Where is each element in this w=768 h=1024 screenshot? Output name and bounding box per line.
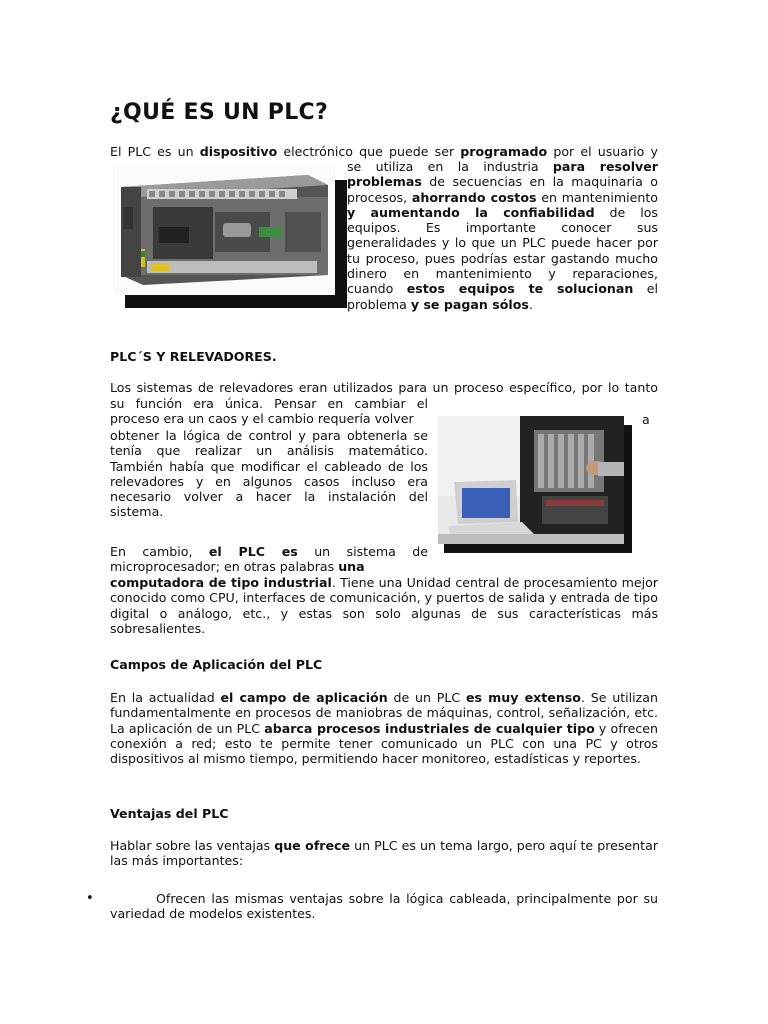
text: y ofrecen conexión a red; esto te permite tener comunicado un PLC con una PC y otros dispositivos al mismo tiempo, permitiendo hacer monitoreo, estadísticas y reportes. [110,720,658,767]
section1-p2-full [110,575,658,636]
bullet-item: Ofrecen las mismas ventajas sobre la lógica cableada, principalmente por su variedad de modelos existentes. [110,891,658,922]
section3-paragraph [110,838,658,869]
text-bold: dispositivo [199,144,278,159]
intro-line1 [110,144,658,159]
bullet-icon: • [86,891,94,906]
section1-wrap-rest: obtener la lógica de control y para obtenerla se tenía que realizar un análisis matemático. También había que modificar el cableado de los relevadores y en algunos casos incluso era necesario volver a hacer la instalación del sistema. [110,428,428,520]
text: el problema [347,281,658,312]
text-bold: estos equipos te solucionan [406,281,634,297]
text-bold: y se pagan sólos [410,296,529,312]
text: de secuencias en la maquinaria o procesos, [347,174,658,205]
plc-device-photo [113,167,335,295]
plc-lab-icon [438,416,624,544]
plc-lab-photo [438,416,624,544]
text: En cambio, [110,544,209,559]
text-bold: para resolver problemas [347,159,658,190]
section1-p2-wrap [110,544,428,575]
text: por el usuario y [547,144,658,159]
section2-paragraph [110,690,658,766]
text-bold: es muy extenso [465,690,581,705]
text: . Tiene una Unidad central de procesamiento mejor conocido como CPU, interfaces de comunicación, y puertos de salida y entrada de tipo digital o análogo, etc., y estas son solo algunas de sus características más sobresalientes. [110,575,659,636]
text: En la actualidad [110,690,221,705]
text-bold: ahorrando costos [411,189,537,205]
section1-a: a [642,412,650,427]
intro-paragraph [347,159,658,312]
text-bold: el campo de aplicación [220,690,388,705]
section-heading-campos: Campos de Aplicación del PLC [110,657,323,672]
section1-wrap-text: su función era única. Pensar en cambiar el proceso era un caos y el cambio requería volver [110,396,428,427]
text: un PLC es un tema largo, pero aquí te presentar las más importantes: [110,838,658,869]
text: de un PLC [387,690,466,705]
text-bold: abarca procesos industriales de cualquier tipo [264,720,595,736]
plc-device-icon [113,167,335,295]
text: de los equipos. Es importante conocer sus generalidades y lo que un PLC puede hacer por tu proceso, pues podrías estar gastando mucho dinero en mantenimiento y reparaciones, cuando [347,204,658,297]
section-heading-ventajas: Ventajas del PLC [110,806,229,821]
section-heading-plcs: PLC´S Y RELEVADORES. [110,349,277,364]
text: Hablar sobre las ventajas [110,838,275,853]
text-bold: y aumentando la confiabilidad [347,204,595,220]
text: El PLC es un [110,144,200,159]
text: se utiliza en la industria [347,159,553,174]
text: . [528,296,533,312]
page-title: ¿QUÉ ES UN PLC? [110,100,329,125]
text-bold: el PLC es [208,544,298,559]
text-bold: una [338,559,365,575]
text-bold: programado [460,144,548,159]
text-bold: computadora de tipo industrial [110,575,332,590]
text: electrónico que puede ser [277,144,461,159]
text: . Se utilizan fundamentalmente en procesos de maniobras de máquinas, control, señalización, etc. La aplicación de un PLC [110,690,658,736]
text: en mantenimiento [536,189,658,205]
section1-line1: Los sistemas de relevadores eran utilizados para un proceso específico, por lo tanto [110,380,658,395]
text-bold: que ofrece [274,838,351,853]
text: un sistema de microprocesador; en otras palabras [110,544,428,575]
